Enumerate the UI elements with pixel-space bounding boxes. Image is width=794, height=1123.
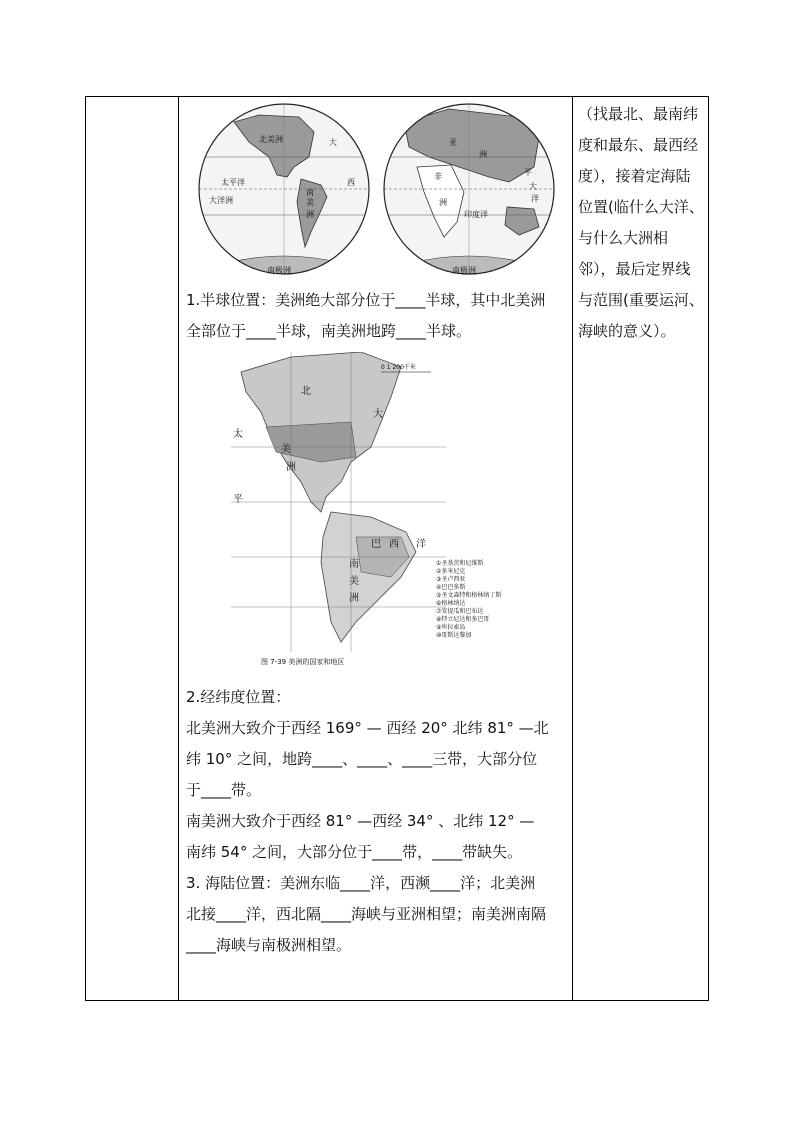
- map-label: 美: [349, 576, 359, 587]
- lesson-table: [85, 96, 709, 1001]
- map-label: 南: [349, 559, 359, 570]
- globe-label: 北美洲: [259, 135, 283, 144]
- section-heading: 2.经纬度位置：: [186, 688, 291, 706]
- globe-label: 平: [524, 168, 532, 177]
- map-label: 西: [389, 539, 399, 550]
- legend-item: ⑤圣文森特和格林纳丁斯: [436, 592, 502, 599]
- globe-label: 洲: [306, 210, 314, 219]
- globe-label: 太平洋: [221, 178, 245, 187]
- section-lat-long: [186, 682, 571, 868]
- globe-label: 大洋洲: [209, 196, 233, 205]
- note-line: 度和最东、最西经: [578, 136, 699, 154]
- map-label: 北: [301, 386, 311, 397]
- text-line: ____海峡与南极洲相望。: [186, 936, 352, 954]
- map-label: 美: [281, 444, 291, 455]
- legend-item: ⑧特立尼达和多巴哥: [436, 616, 490, 623]
- text-line: 1.半球位置：美洲绝大部分位于____半球，其中北美洲: [186, 291, 546, 309]
- legend-item: ②多米尼克: [436, 568, 466, 575]
- globe-label: 非: [434, 172, 442, 181]
- note-line: 与什么大洲相: [578, 229, 669, 247]
- legend-item: ①圣基茨和尼维斯: [436, 560, 484, 567]
- note-line: （找最北、最南纬: [578, 105, 699, 123]
- legend-item: ⑦安提瓜和巴布达: [436, 608, 484, 615]
- text-line: 纬 10° 之间，地跨____、____、____三带，大部分位: [186, 750, 538, 768]
- method-note: [578, 99, 708, 347]
- globe-label: 亚: [449, 138, 457, 147]
- note-line: 邻），最后定界线: [578, 260, 691, 278]
- map-label: 太: [233, 429, 243, 440]
- globe-label: 大: [529, 182, 537, 191]
- legend-item: ③圣卢西亚: [436, 576, 466, 583]
- note-line: 位置(临什么大洋、: [578, 198, 704, 216]
- americas-map-figure: [231, 352, 561, 672]
- note-line: 海峡的意义）。: [578, 322, 676, 340]
- text-line: 全部位于____半球，南美洲地跨____半球。: [186, 322, 472, 340]
- map-scale: 0 1 200千米: [381, 364, 416, 371]
- map-caption: 图 7-39 美洲的国家和地区: [261, 658, 345, 666]
- text-line: 北美洲大致介于西经 169° — 西经 20° 北纬 81° —北: [186, 719, 549, 737]
- globe-label: 西: [347, 178, 355, 187]
- legend-item: ⑥格林纳达: [436, 600, 466, 607]
- legend-item: ⑩哥斯达黎加: [436, 632, 472, 639]
- globe-label: 美: [306, 198, 314, 207]
- text-line: 南美洲大致介于西经 81° —西经 34° 、北纬 12° —: [186, 812, 535, 830]
- text-line: 北接____洋，西北隔____海峡与亚洲相望；南美洲南隔: [186, 905, 547, 923]
- map-label: 大: [373, 409, 383, 420]
- note-line: 度），接着定海陆: [578, 167, 691, 185]
- text-line: 于____带。: [186, 781, 262, 799]
- globe-label: 洲: [439, 198, 447, 207]
- text-line: 南纬 54° 之间，大部分位于____带，____带缺失。: [186, 843, 523, 861]
- globe-label: 大: [329, 138, 337, 147]
- section-land-sea: [186, 868, 571, 961]
- map-label: 洲: [286, 462, 296, 473]
- note-line: 与范围(重要运河、: [578, 291, 704, 309]
- content-column: [179, 97, 572, 1000]
- note-column: [573, 97, 709, 1000]
- text-line: 3. 海陆位置：美洲东临____洋，西濒____洋；北美洲: [186, 874, 536, 892]
- map-label: 洲: [349, 593, 359, 604]
- globe-label: 南: [306, 188, 314, 197]
- globe-label: 印度洋: [464, 210, 488, 219]
- legend-item: ⑨库拉索岛: [436, 624, 466, 631]
- globe-label: 南极洲: [267, 266, 291, 275]
- map-label: 平: [233, 494, 243, 505]
- map-label: 巴: [371, 539, 381, 550]
- globe-label: 洲: [479, 150, 487, 159]
- map-label: 洋: [416, 539, 426, 550]
- section-hemisphere: [186, 285, 571, 347]
- legend-item: ④巴巴多斯: [436, 584, 466, 591]
- hemisphere-globes-figure: [189, 97, 559, 283]
- globe-label: 南极洲: [452, 266, 476, 275]
- globe-label: 洋: [531, 194, 539, 203]
